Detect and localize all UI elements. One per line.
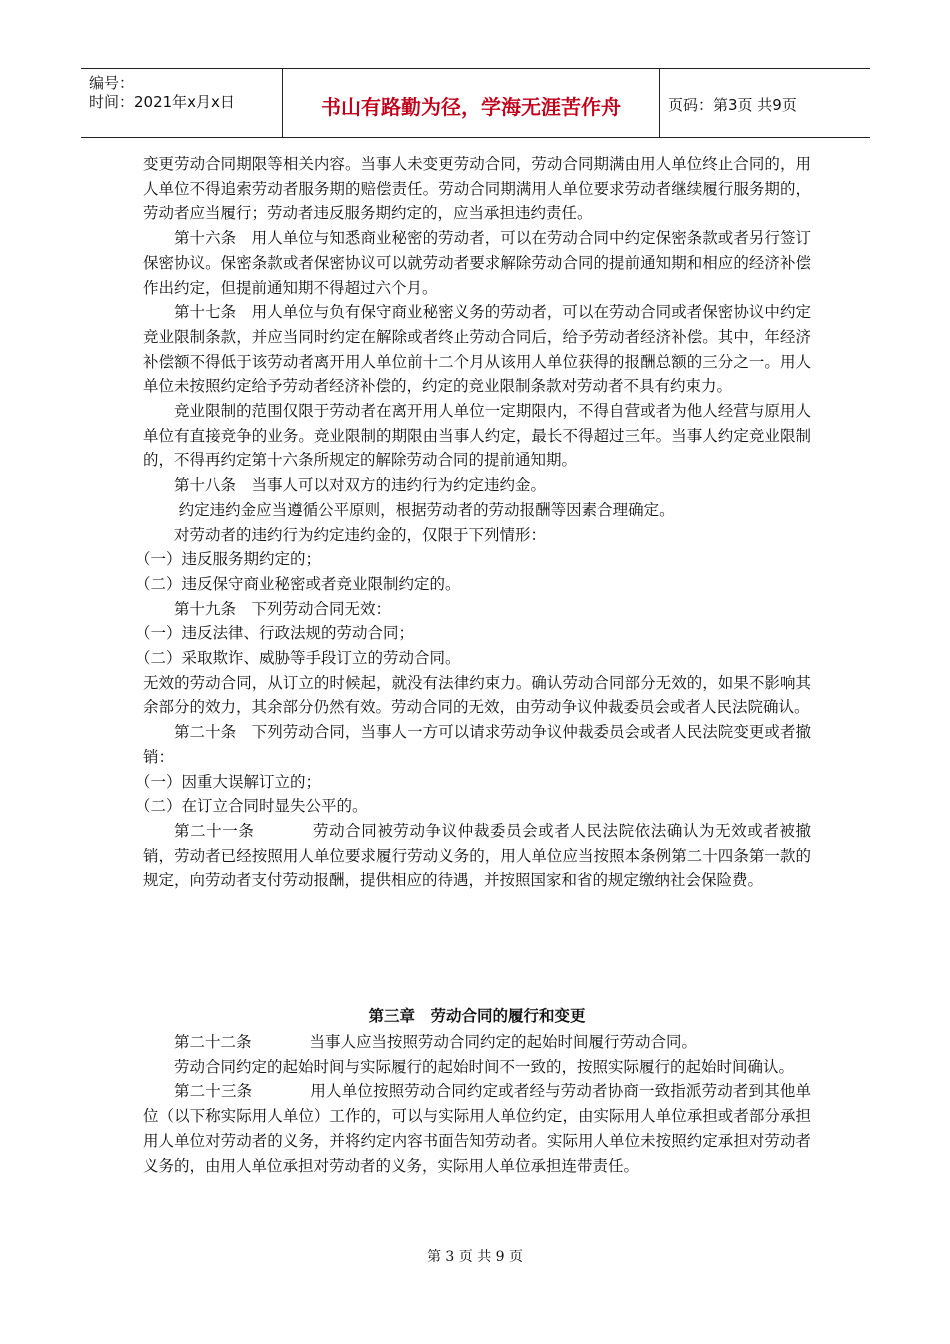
list-item: （二）违反保守商业秘密或者竞业限制约定的。 bbox=[135, 574, 461, 593]
document-body-chapter3 bbox=[143, 1030, 811, 1178]
article-17: 第十七条 用人单位与负有保守商业秘密义务的劳动者，可以在劳动合同或者保密协议中约定竞业限制条款，并应当同时约定在解除或者终止劳动合同后，给予劳动者经济补偿。其中，年经济补偿额不得低于该劳动者离开用人单位前十二个月从该用人单位获得的报酬总额的三分之一。用人单位未按照约定给予劳动者经济补偿的，约定的竞业限制条款对劳动者不具有约束力。 bbox=[143, 303, 811, 396]
paragraph: 劳动合同约定的起始时间与实际履行的起始时间不一致的，按照实际履行的起始时间确认。 bbox=[174, 1057, 795, 1076]
list-item: （一）违反法律、行政法规的劳动合同； bbox=[135, 624, 415, 643]
list-item: （一）因重大误解订立的； bbox=[135, 772, 322, 791]
chapter-title: 第三章 劳动合同的履行和变更 bbox=[368, 1006, 586, 1025]
article-20: 第二十条 下列劳动合同，当事人一方可以请求劳动争议仲裁委员会或者人民法院变更或者撤销： bbox=[143, 723, 811, 766]
article-19: 第十九条 下列劳动合同无效： bbox=[174, 599, 392, 618]
article-18: 第十八条 当事人可以对双方的违约行为约定违约金。 bbox=[174, 476, 547, 495]
paragraph: 约定违约金应当遵循公平原则，根据劳动者的劳动报酬等因素合理确定。 bbox=[178, 500, 675, 519]
article-23 bbox=[143, 1079, 811, 1178]
article-text: 当事人应当按照劳动合同约定的起始时间履行劳动合同。 bbox=[309, 1033, 698, 1051]
article-number: 第二十三条 bbox=[174, 1082, 253, 1101]
paragraph: 变更劳动合同期限等相关内容。当事人未变更劳动合同，劳动合同期满由用人单位终止合同的，用人单位不得追索劳动者服务期的赔偿责任。劳动合同期满用人单位要求劳动者继续履行服务期的，劳动者应当履行；劳动者违反服务期约定的，应当承担违约责任。 bbox=[143, 155, 811, 223]
article-text: 用人单位按照劳动合同约定或者经与劳动者协商一致指派劳动者到其他单位（以下称实际用人单位）工作的，可以与实际用人单位约定，由实际用人单位承担或者部分承担用人单位对劳动者的义务，并将约定内容书面告知劳动者。实际用人单位未按照约定承担对劳动者义务的，由用人单位承担对劳动者的义务，实际用人单位承担连带责任。 bbox=[143, 1082, 811, 1175]
document-body bbox=[135, 152, 811, 893]
header-motto: 书山有路勤为径，学海无涯苦作舟 bbox=[321, 95, 621, 119]
paragraph: 无效的劳动合同，从订立的时候起，就没有法律约束力。确认劳动合同部分无效的，如果不影响其余部分的效力，其余部分仍然有效。劳动合同的无效，由劳动争议仲裁委员会或者人民法院确认。 bbox=[143, 673, 811, 717]
doc-code-label: 编号： bbox=[89, 74, 135, 92]
article-22 bbox=[143, 1030, 811, 1055]
list-item: （二）采取欺诈、威胁等手段订立的劳动合同。 bbox=[135, 649, 461, 668]
article-21 bbox=[143, 819, 811, 893]
paragraph: 竞业限制的范围仅限于劳动者在离开用人单位一定期限内，不得自营或者为他人经营与原用人单位有直接竞争的业务。竞业限制的期限由当事人约定，最长不得超过三年。当事人约定竞业限制的，不得再约定第十六条所规定的解除劳动合同的提前通知期。 bbox=[143, 402, 811, 470]
paragraph: 对劳动者的违约行为约定违约金的，仅限于下列情形： bbox=[174, 525, 547, 544]
list-item: （一）违反服务期约定的； bbox=[135, 550, 322, 569]
article-text: 劳动合同被劳动争议仲裁委员会或者人民法院依法确认为无效或者被撤销，劳动者已经按照用人单位要求履行劳动义务的，用人单位应当按照本条例第二十四条第一款的规定，向劳动者支付劳动报酬，提供相应的待遇，并按照国家和省的规定缴纳社会保险费。 bbox=[143, 821, 811, 890]
page-header bbox=[81, 68, 870, 138]
page-footer: 第 3 页 共 9 页 bbox=[426, 1249, 524, 1265]
article-16: 第十六条 用人单位与知悉商业秘密的劳动者，可以在劳动合同中约定保密条款或者另行签订保密协议。保密条款或者保密协议可以就劳动者要求解除劳动合同的提前通知期和相应的经济补偿作出约定，但提前通知期不得超过六个月。 bbox=[143, 229, 811, 297]
header-motto-cell bbox=[283, 69, 660, 137]
header-page-info: 页码：第3页 共9页 bbox=[668, 96, 797, 114]
article-number: 第二十一条 bbox=[174, 821, 255, 840]
list-item: （二）在订立合同时显失公平的。 bbox=[135, 797, 368, 816]
article-number: 第二十二条 bbox=[174, 1033, 252, 1051]
doc-date: 时间：2021年x月x日 bbox=[89, 93, 235, 111]
header-page-cell bbox=[660, 69, 870, 137]
header-meta-cell bbox=[81, 69, 283, 137]
